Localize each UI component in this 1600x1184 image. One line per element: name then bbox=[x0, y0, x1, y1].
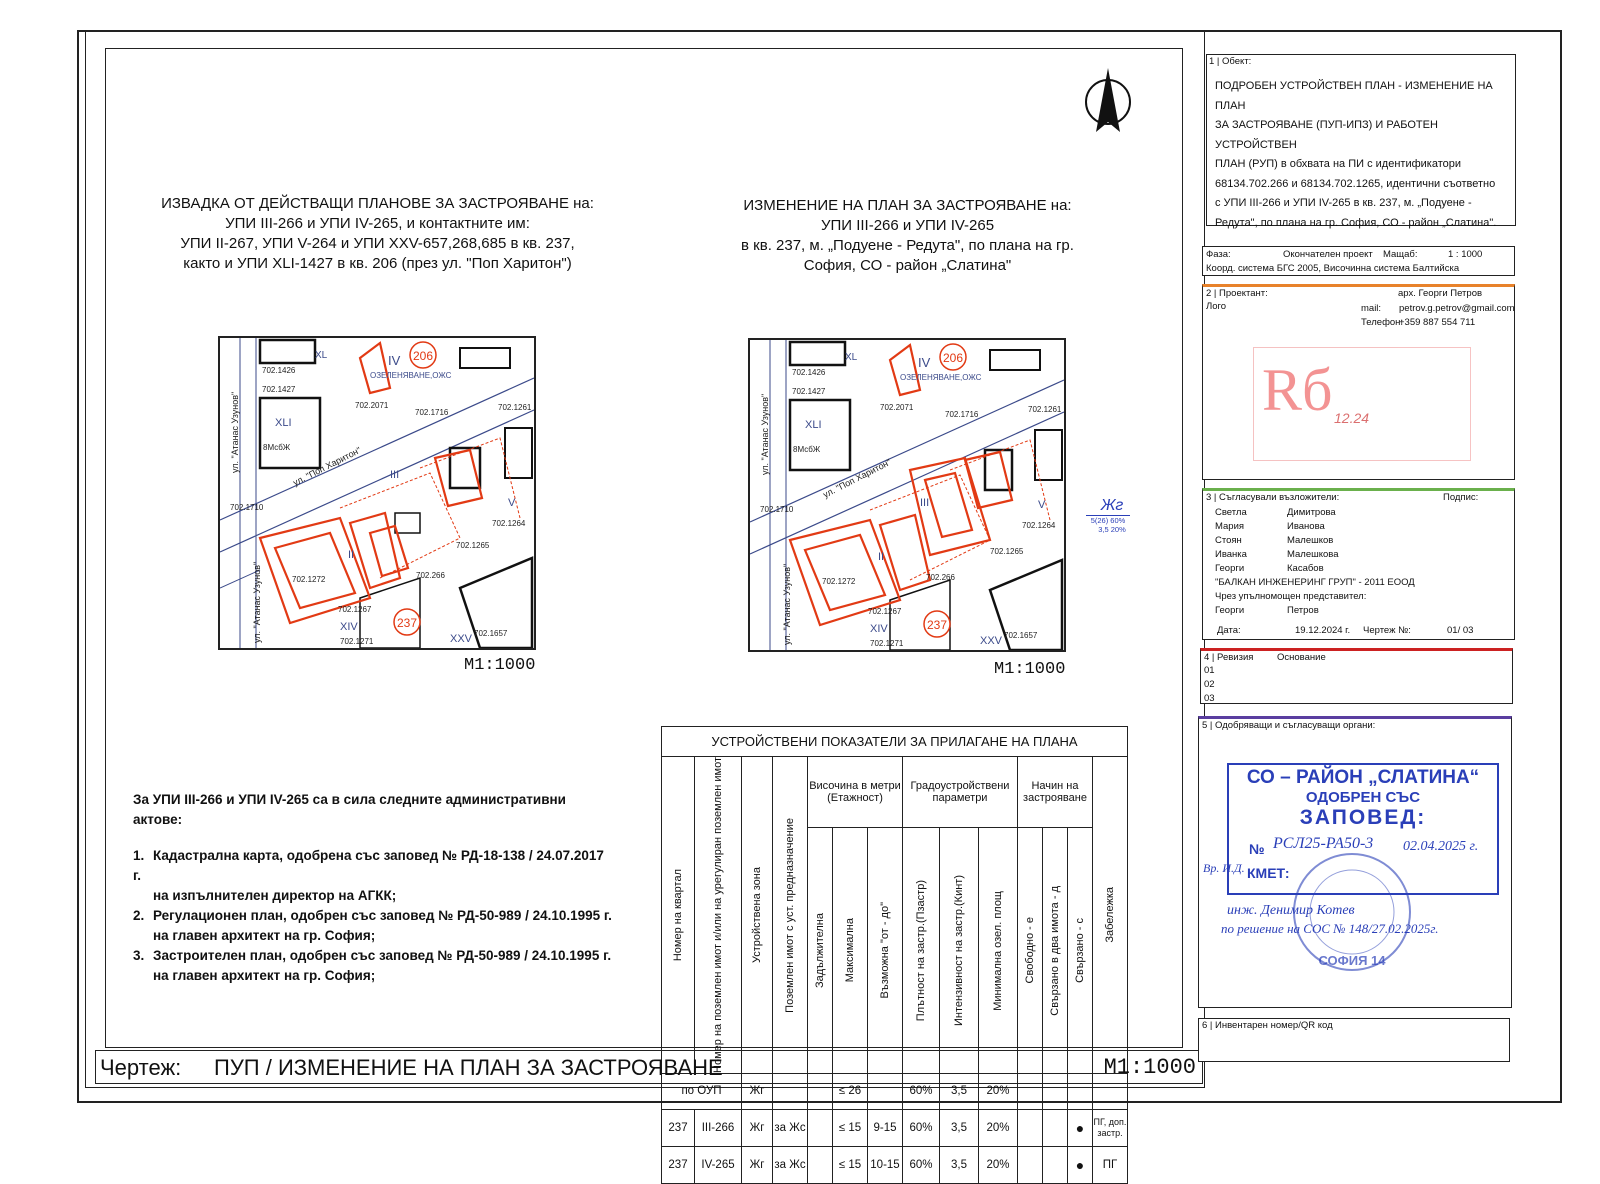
block-237-label: 237 bbox=[396, 616, 418, 630]
left-map-scale: M1:1000 bbox=[464, 656, 536, 675]
svg-text:206: 206 bbox=[942, 351, 964, 365]
svg-text:ОЗЕЛЕНЯВАНЕ,ОЖС: ОЗЕЛЕНЯВАНЕ,ОЖС bbox=[900, 373, 982, 382]
svg-text:XL: XL bbox=[845, 352, 858, 363]
svg-text:702.1267: 702.1267 bbox=[868, 607, 902, 616]
admin-acts: За УПИ III-266 и УПИ IV-265 са в сила следните административни актове: 1. Кадастрална карта, одобрена със заповед № РД-18-138 / 24.07.2017 г. на изпълнителен директор на АГКК; 2. Регулационен план, одобрен със заповед № РД-50-989 / 24.10.1995 г. на главен архитект на гр. София; 3. Застроителен план, одобрен със заповед № РД-50-989 / 24.10.1995 г. на главен архитект на гр. София; bbox=[133, 792, 612, 983]
params-table-wrap bbox=[661, 726, 1128, 1184]
svg-text:702.1271: 702.1271 bbox=[870, 639, 904, 648]
svg-text:702.1272: 702.1272 bbox=[292, 575, 326, 584]
svg-text:XIV: XIV bbox=[870, 623, 888, 635]
right-map-scale: M1:1000 bbox=[994, 660, 1066, 679]
svg-text:ул. "Атанас Узунов": ул. "Атанас Узунов" bbox=[760, 393, 770, 475]
svg-text:XL: XL bbox=[315, 350, 328, 361]
svg-text:8МсбЖ: 8МсбЖ bbox=[793, 445, 821, 454]
svg-text:III: III bbox=[920, 497, 930, 509]
svg-text:V: V bbox=[1038, 499, 1046, 511]
block-206-label: 206 bbox=[412, 349, 434, 363]
svg-text:8МсбЖ: 8МсбЖ bbox=[263, 443, 291, 452]
svg-text:XLI: XLI bbox=[275, 417, 292, 429]
svg-text:702.1427: 702.1427 bbox=[262, 385, 296, 394]
svg-text:702.1261: 702.1261 bbox=[1028, 405, 1062, 414]
tb-revisions: 4 | Ревизия Основание 01 02 03 bbox=[1200, 648, 1513, 704]
svg-text:702.1265: 702.1265 bbox=[456, 541, 490, 550]
object-description: ПОДРОБЕН УСТРОЙСТВЕН ПЛАН - ИЗМЕНЕНИЕ НА ПЛАН ЗА ЗАСТРОЯВАНЕ (ПУП-ИПЗ) И РАБОТЕН УСТРОЙСТВЕН ПЛАН (РУП) в обхвата на ПИ с идентификатори 68134.702.266 и 68134.702.1265, идентични съответно с УПИ III-266 и УПИ IV-265 в кв. 237, м. „Подуене - Редута", по плана на гр. София, СО - район „Слатина". bbox=[1215, 80, 1497, 229]
svg-text:IV: IV bbox=[918, 355, 931, 370]
stamp-logo-icon: Rб bbox=[1262, 357, 1333, 423]
title-block bbox=[1198, 52, 1518, 1062]
tb-inventory: 6 | Инвентарен номер/QR код bbox=[1198, 1018, 1510, 1062]
svg-text:II: II bbox=[878, 551, 885, 563]
svg-text:ул. "Атанас Узунов": ул. "Атанас Узунов" bbox=[230, 391, 240, 473]
svg-text:702.1272: 702.1272 bbox=[822, 577, 856, 586]
table-row: 237 III-266 Жг за Жс ≤ 15 9-15 60% 3,5 20% ● ПГ, доп. застр. bbox=[662, 1109, 1128, 1146]
handwritten-decision: по решение на СОС № 148/27.02.2025г. bbox=[1221, 921, 1439, 936]
svg-text:702.1657: 702.1657 bbox=[1004, 631, 1038, 640]
svg-text:ул. "Атанас Узунов": ул. "Атанас Узунов" bbox=[252, 561, 262, 643]
drawing-footer bbox=[95, 1050, 1203, 1084]
svg-text:702.1264: 702.1264 bbox=[492, 519, 526, 528]
svg-text:702.1710: 702.1710 bbox=[760, 505, 794, 514]
svg-text:702.2071: 702.2071 bbox=[355, 401, 389, 410]
svg-text:ОЗЕЛЕНЯВАНЕ,ОЖС: ОЗЕЛЕНЯВАНЕ,ОЖС bbox=[370, 371, 452, 380]
svg-text:V: V bbox=[508, 497, 516, 509]
zone-legend: Жг 5(26) 60% 3,5 20% bbox=[1094, 497, 1130, 534]
svg-text:XLI: XLI bbox=[805, 419, 822, 431]
north-arrow-icon bbox=[1080, 66, 1136, 136]
svg-text:СОФИЯ 14: СОФИЯ 14 bbox=[1318, 953, 1386, 968]
svg-text:ул. "Атанас Узунов": ул. "Атанас Узунов" bbox=[782, 563, 792, 645]
approval-stamp: СО – РАЙОН „СЛАТИНА“ ОДОБРЕН СЪС ЗАПОВЕД: № РСЛ25-РА50-3 02.04.2025 г. КМЕТ: bbox=[1227, 763, 1499, 895]
svg-text:702.1426: 702.1426 bbox=[792, 368, 826, 377]
svg-text:IV: IV bbox=[388, 353, 401, 368]
handwritten-name: инж. Денимир Котев bbox=[1227, 903, 1355, 918]
svg-text:XIV: XIV bbox=[340, 621, 358, 633]
svg-text:ул. "Поп Харитон": ул. "Поп Харитон" bbox=[821, 456, 893, 500]
tb-designer: 2 | Проектант: арх. Георги Петров Лого mail: petrov.g.petrov@gmail.com Телефон: +359 887 554 711 Rб 12.24 bbox=[1202, 284, 1515, 480]
tb-object: 1 | Обект: ПОДРОБЕН УСТРОЙСТВЕН ПЛАН - ИЗМЕНЕНИЕ НА ПЛАН ЗА ЗАСТРОЯВАНЕ (ПУП-ИПЗ) И РАБОТЕН УСТРОЙСТВЕН ПЛАН (РУП) в обхвата на ПИ с идентификатори 68134.702.266 и 68134.702.1265, идентични съответно с УПИ III-266 и УПИ IV-265 в кв. 237, м. „Подуене - Редута", по плана на гр. София, СО - район „Слатина". bbox=[1206, 54, 1516, 226]
svg-text:702.1264: 702.1264 bbox=[1022, 521, 1056, 530]
act-item-1: 1. Кадастрална карта, одобрена със заповед № РД-18-138 / 24.07.2017 г. bbox=[133, 848, 604, 883]
right-title: ИЗМЕНЕНИЕ НА ПЛАН ЗА ЗАСТРОЯВАНЕ на: УПИ III-266 и УПИ IV-265 в кв. 237, м. „Подуене - Редута", по плана на гр. София, СО - район „Слатина" bbox=[741, 197, 1074, 274]
left-title: ИЗВАДКА ОТ ДЕЙСТВАЩИ ПЛАНОВЕ ЗА ЗАСТРОЯВАНЕ на: УПИ III-266 и УПИ IV-265, и контактните им: УПИ II-267, УПИ V-264 и УПИ XXV-657,268,685 в кв. 237, както и УПИ XLI-1427 в кв. 206 (през ул. "Поп Харитон") bbox=[161, 195, 594, 272]
svg-text:702.1426: 702.1426 bbox=[262, 366, 296, 375]
svg-text:702.1265: 702.1265 bbox=[990, 547, 1024, 556]
svg-text:ул. "Поп Харитон": ул. "Поп Харитон" bbox=[291, 444, 363, 488]
svg-text:702.1716: 702.1716 bbox=[945, 410, 979, 419]
svg-text:702.1657: 702.1657 bbox=[474, 629, 508, 638]
footer-title: ПУП / ИЗМЕНЕНИЕ НА ПЛАН ЗА ЗАСТРОЯВАНЕ bbox=[214, 1055, 723, 1080]
designer-stamp: Rб 12.24 bbox=[1253, 347, 1471, 461]
svg-text:702.1710: 702.1710 bbox=[230, 503, 264, 512]
acts-heading: За УПИ III-266 и УПИ IV-265 са в сила следните административни актове: bbox=[133, 792, 566, 827]
svg-text:702.1261: 702.1261 bbox=[498, 403, 532, 412]
act-item-3: 3. Застроителен план, одобрен със заповед № РД-50-989 / 24.10.1995 г. bbox=[133, 948, 612, 963]
svg-text:702.1427: 702.1427 bbox=[792, 387, 826, 396]
svg-text:702.1716: 702.1716 bbox=[415, 408, 449, 417]
svg-text:XXV: XXV bbox=[450, 633, 473, 645]
svg-text:XXV: XXV bbox=[980, 635, 1003, 647]
svg-text:702.1267: 702.1267 bbox=[338, 605, 372, 614]
svg-text:237: 237 bbox=[926, 618, 948, 632]
svg-text:III: III bbox=[390, 469, 400, 481]
svg-text:702.1271: 702.1271 bbox=[340, 637, 374, 646]
table-row: по ОУП Жг ≤ 26 60% 3,5 20% bbox=[662, 1073, 1128, 1109]
svg-text:II: II bbox=[348, 549, 355, 561]
act-item-2: 2. Регулационен план, одобрен със заповед № РД-50-989 / 24.10.1995 г. bbox=[133, 908, 612, 923]
footer-label: Чертеж: bbox=[100, 1055, 182, 1080]
svg-text:702.2071: 702.2071 bbox=[880, 403, 914, 412]
table-row: 237 IV-265 Жг за Жс ≤ 15 10-15 60% 3,5 20% ● ПГ bbox=[662, 1146, 1128, 1183]
tb-approvers: 5 | Одобряващи и съгласуващи органи: СО – РАЙОН „СЛАТИНА“ ОДОБРЕН СЪС ЗАПОВЕД: № РСЛ25-РА50-3 02.04.2025 г. КМЕТ: Вр. И.Д. СОФИЯ 14 инж. Денимир Котев по решение на СОС № 148/27.02.2025г. bbox=[1198, 716, 1512, 1008]
svg-text:702.266: 702.266 bbox=[926, 573, 955, 582]
params-table: УСТРОЙСТВЕНИ ПОКАЗАТЕЛИ ЗА ПРИЛАГАНЕ НА ПЛАНА Номер на квартал Номер на поземлен имот и/или на урегулиран поземлен имот Устройствена зона Поземлен имот с уст. предназначение Височина в метри (Етажност) Градоустройствени параметри Начин на застрояване Забележка Задължителна Максимална Възможна "от - до" Плътност на застр.(Пзастр) Интензивност на застр.(Кинт) Минимална озел. площ Свободно - е Свързано в два имота - д Свързано - с по ОУП Жг ≤ 26 60% 3,5 20% 237 III-266 Жг за Жс ≤ 15 9-15 60% 3,5 20% ● ПГ, доп. застр. 237 IV-265 Жг за Жс ≤ 15 10-15 60% 3,5 20% ● ПГ bbox=[661, 726, 1128, 1184]
map-proposed bbox=[748, 338, 1066, 652]
map-existing bbox=[218, 336, 536, 650]
footer-scale: M1:1000 bbox=[1103, 1055, 1196, 1080]
svg-text:702.266: 702.266 bbox=[416, 571, 445, 580]
tb-phase: Фаза: Окончателен проект Мащаб: 1 : 1000 Коорд. система БГС 2005, Височинна система Балтийска bbox=[1202, 246, 1515, 276]
params-table-title: УСТРОЙСТВЕНИ ПОКАЗАТЕЛИ ЗА ПРИЛАГАНЕ НА ПЛАНА bbox=[662, 727, 1128, 757]
tb-clients: 3 | Съгласували възложители: Подпис: Светла Димитрова Мария Иванова Стоян Малешков Иванка Малешкова Георги Касабов "БАЛКАН ИНЖЕНЕРИНГ ГРУП" - 2011 ЕООД Чрез упълномощен представител: Георги Петров Дата: 19.12.2024 г. Чертеж №: 01/ 03 bbox=[1202, 488, 1515, 640]
